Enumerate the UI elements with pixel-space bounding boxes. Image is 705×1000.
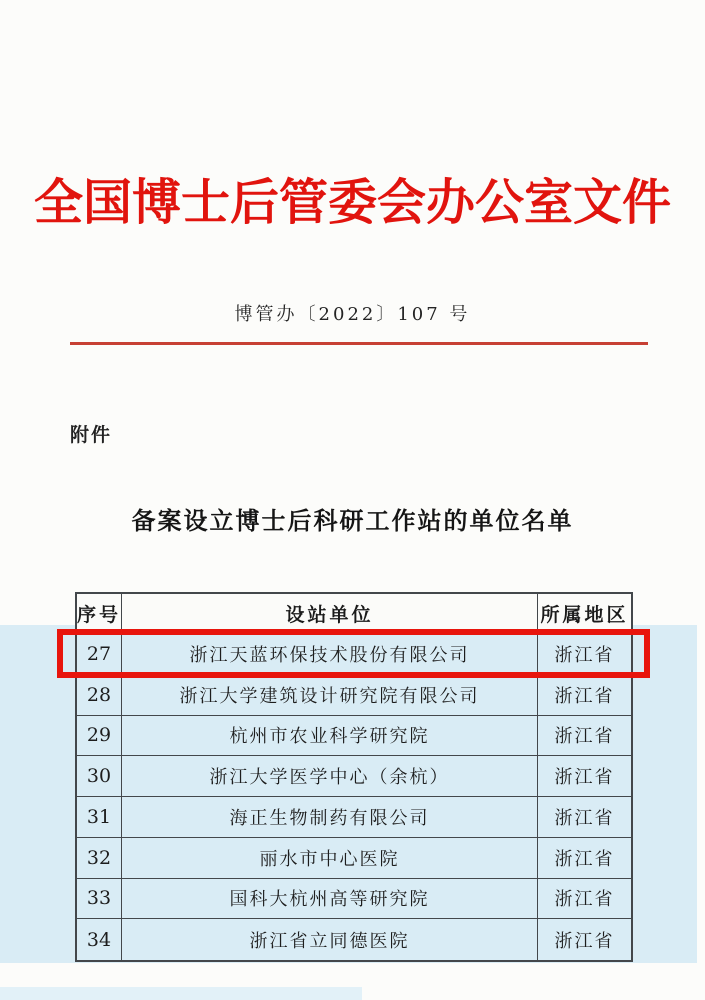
red-divider-rule — [70, 342, 648, 345]
table-cell-region: 浙江省 — [538, 879, 631, 920]
table-cell-no: 30 — [77, 756, 122, 797]
table-title: 备案设立博士后科研工作站的单位名单 — [131, 506, 574, 535]
table-cell-no: 28 — [77, 675, 122, 716]
table-cell-region: 浙江省 — [538, 675, 631, 716]
table-cell-unit: 海正生物制药有限公司 — [122, 797, 538, 838]
table-cell-no: 31 — [77, 797, 122, 838]
table-cell-unit: 丽水市中心医院 — [122, 838, 538, 879]
table-cell-unit: 浙江天蓝环保技术股份有限公司 — [122, 634, 538, 675]
table-cell-region: 浙江省 — [538, 756, 631, 797]
table-cell-region: 浙江省 — [554, 930, 615, 952]
table-cell-region: 浙江省 — [538, 797, 631, 838]
table-cell-no: 29 — [77, 716, 122, 757]
table-cell-unit: 杭州市农业科学研究院 — [122, 716, 538, 757]
attachment-label: 附件 — [70, 424, 113, 446]
table-cell-no: 34 — [77, 919, 122, 960]
table-cell-region: 浙江省 — [538, 716, 631, 757]
table-cell-unit: 浙江省立同德医院 — [122, 919, 538, 960]
scan-blue-strip-bottom — [0, 987, 362, 1000]
table-cell-region: 浙江省 — [538, 634, 631, 675]
table-cell-unit: 浙江大学医学中心（余杭） — [122, 756, 538, 797]
document-number: 博管办〔2022〕107 号 — [234, 304, 471, 325]
table-header-cell: 所属地区 — [538, 594, 631, 634]
table-cell-no: 27 — [77, 634, 122, 675]
table-cell-unit: 浙江大学建筑设计研究院有限公司 — [122, 675, 538, 716]
document-title: 全国博士后管委会办公室文件 — [33, 173, 671, 231]
table-cell-region: 浙江省 — [538, 838, 631, 879]
table-cell-no: 32 — [77, 838, 122, 879]
table-cell-no: 33 — [77, 879, 122, 920]
units-table — [75, 592, 633, 962]
table-cell-unit: 国科大杭州高等研究院 — [122, 879, 538, 920]
table-header-cell: 序号 — [77, 594, 122, 634]
table-header-cell: 设站单位 — [122, 594, 538, 634]
